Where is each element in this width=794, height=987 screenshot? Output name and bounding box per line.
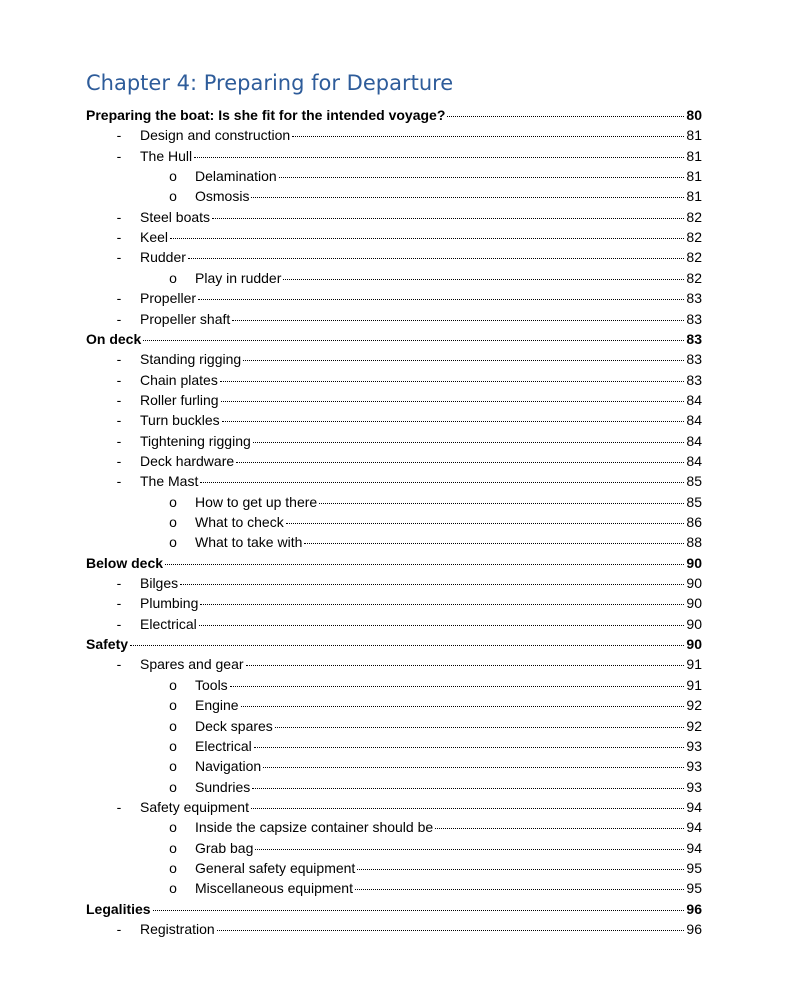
toc-label: Propeller shaft (140, 310, 231, 327)
toc-page-number: 83 (686, 290, 702, 307)
toc-subitem[interactable] (169, 716, 702, 736)
toc-label: Grab bag (195, 839, 254, 856)
dot-leader (230, 686, 684, 687)
toc-item[interactable] (116, 146, 702, 166)
toc-subitem[interactable] (169, 756, 702, 776)
toc-page-number: 84 (686, 391, 702, 408)
toc-page-number: 81 (686, 168, 702, 185)
dash-bullet: - (116, 208, 122, 225)
toc-page-number: 90 (686, 575, 702, 592)
toc-subitem[interactable] (169, 186, 702, 206)
toc-page-number: 95 (686, 880, 702, 897)
toc-page-number: 83 (686, 351, 702, 368)
dot-leader (188, 258, 684, 259)
dot-leader (286, 523, 684, 524)
toc-section[interactable] (86, 105, 702, 125)
toc-item[interactable] (116, 451, 702, 471)
toc-page-number: 88 (686, 534, 702, 551)
toc-item[interactable] (116, 593, 702, 613)
circle-bullet-icon: o (169, 534, 177, 551)
toc-subitem[interactable] (169, 492, 702, 512)
toc-page-number: 81 (686, 127, 702, 144)
toc-subitem[interactable] (169, 695, 702, 715)
toc-subitem[interactable] (169, 817, 702, 837)
circle-bullet-icon: o (169, 737, 177, 754)
toc-subitem[interactable] (169, 512, 702, 532)
dot-leader (221, 401, 684, 402)
toc-item[interactable] (116, 370, 702, 390)
toc-label: What to check (195, 514, 284, 530)
toc-page-number: 90 (686, 615, 702, 632)
dot-leader (357, 869, 684, 870)
toc-label: Electrical (195, 737, 252, 754)
toc-subitem[interactable] (169, 858, 702, 878)
toc-section[interactable] (86, 329, 702, 349)
toc-subitem[interactable] (169, 878, 702, 898)
toc-section[interactable] (86, 634, 702, 654)
circle-bullet-icon: o (169, 514, 177, 530)
toc-subitem[interactable] (169, 736, 702, 756)
toc-label: Safety (86, 636, 129, 653)
toc-page-number: 94 (686, 798, 702, 815)
toc-page-number: 83 (686, 371, 702, 388)
toc-page-number: 84 (686, 432, 702, 449)
toc-label: Sundries (195, 778, 251, 795)
dot-leader (252, 788, 684, 789)
dot-leader (241, 706, 684, 707)
toc-item[interactable] (116, 614, 702, 634)
toc-label: Miscellaneous equipment (195, 880, 353, 897)
circle-bullet-icon: o (169, 188, 177, 205)
dot-leader (217, 930, 684, 931)
toc-label: Keel (140, 229, 169, 246)
toc-label: Delamination (195, 168, 277, 185)
circle-bullet-icon: o (169, 697, 177, 714)
toc-item[interactable] (116, 390, 702, 410)
toc-label: The Hull (140, 147, 193, 164)
toc-label: The Mast (140, 473, 199, 490)
toc-page-number: 94 (686, 819, 702, 836)
toc-page-number: 82 (686, 208, 702, 225)
toc-item[interactable] (116, 797, 702, 817)
toc-item[interactable] (116, 471, 702, 491)
toc-page-number: 80 (686, 107, 702, 123)
dash-bullet: - (116, 391, 122, 408)
circle-bullet-icon: o (169, 717, 177, 734)
toc-page-number: 94 (686, 839, 702, 856)
dot-leader (283, 279, 684, 280)
toc-label: Safety equipment (140, 798, 249, 815)
dot-leader (447, 116, 684, 117)
circle-bullet-icon: o (169, 778, 177, 795)
toc-item[interactable] (116, 227, 702, 247)
toc-page-number: 81 (686, 147, 702, 164)
toc-subitem[interactable] (169, 777, 702, 797)
toc-page-number: 90 (686, 595, 702, 612)
dash-bullet: - (116, 798, 122, 815)
toc-label: Preparing the boat: Is she fit for the intended voyage? (86, 107, 446, 123)
dot-leader (246, 665, 684, 666)
toc-label: Standing rigging (140, 351, 242, 368)
dot-leader (180, 584, 684, 585)
dot-leader (170, 238, 684, 239)
dot-leader (199, 625, 684, 626)
toc-label: Engine (195, 697, 239, 714)
dash-bullet: - (116, 229, 122, 246)
toc-label: General safety equipment (195, 859, 356, 876)
dot-leader (319, 503, 684, 504)
dash-bullet: - (116, 310, 122, 327)
toc-page-number: 81 (686, 188, 702, 205)
toc-page-number: 93 (686, 737, 702, 754)
dot-leader (212, 218, 684, 219)
toc-label: On deck (86, 330, 142, 347)
dot-leader (263, 767, 684, 768)
dot-leader (130, 645, 684, 646)
toc-page-number: 83 (686, 310, 702, 327)
dot-leader (251, 197, 684, 198)
dot-leader (200, 604, 684, 605)
dash-bullet: - (116, 412, 122, 429)
circle-bullet-icon: o (169, 819, 177, 836)
dash-bullet: - (116, 432, 122, 449)
dot-leader (292, 136, 684, 137)
toc-item[interactable] (116, 309, 702, 329)
toc-page-number: 93 (686, 758, 702, 775)
dash-bullet: - (116, 249, 122, 266)
dash-bullet: - (116, 473, 122, 490)
toc-label: Navigation (195, 758, 262, 775)
toc-section[interactable] (86, 899, 702, 919)
toc-page-number: 83 (686, 330, 702, 347)
toc-label: Turn buckles (140, 412, 220, 429)
toc-subitem[interactable] (169, 166, 702, 186)
toc-item[interactable] (116, 410, 702, 430)
dot-leader (143, 340, 684, 341)
circle-bullet-icon: o (169, 839, 177, 856)
toc-item[interactable] (116, 654, 702, 674)
chapter-title: Chapter 4: Preparing for Departure (86, 71, 454, 95)
toc-item[interactable] (116, 919, 702, 939)
dot-leader (279, 177, 684, 178)
dash-bullet: - (116, 595, 122, 612)
dot-leader (251, 808, 684, 809)
toc-page-number: 96 (686, 900, 702, 917)
toc-page-number: 92 (686, 717, 702, 734)
dot-leader (153, 910, 684, 911)
dot-leader (243, 360, 684, 361)
circle-bullet-icon: o (169, 168, 177, 185)
toc-label: Propeller (140, 290, 197, 307)
dash-bullet: - (116, 615, 122, 632)
toc-page-number: 84 (686, 452, 702, 469)
dot-leader (304, 543, 684, 544)
toc-page-number: 92 (686, 697, 702, 714)
dash-bullet: - (116, 290, 122, 307)
toc-page-number: 96 (686, 921, 702, 937)
dash-bullet: - (116, 921, 122, 937)
toc-subitem[interactable] (169, 268, 702, 288)
dot-leader (254, 747, 684, 748)
dot-leader (198, 299, 684, 300)
circle-bullet-icon: o (169, 859, 177, 876)
toc-label: Deck spares (195, 717, 273, 734)
dot-leader (236, 462, 684, 463)
toc-label: What to take with (195, 534, 303, 551)
toc-item[interactable] (116, 431, 702, 451)
toc-label: How to get up there (195, 493, 318, 510)
toc-page-number: 86 (686, 514, 702, 530)
dash-bullet: - (116, 147, 122, 164)
toc-label: Roller furling (140, 391, 219, 408)
toc-label: Steel boats (140, 208, 211, 225)
toc-label: Chain plates (140, 371, 218, 388)
toc-label: Osmosis (195, 188, 250, 205)
toc-label: Registration (140, 921, 215, 937)
circle-bullet-icon: o (169, 269, 177, 286)
dot-leader (253, 442, 684, 443)
toc-page-number: 95 (686, 859, 702, 876)
toc-page-number: 82 (686, 249, 702, 266)
toc-page-number: 91 (686, 656, 702, 673)
toc-item[interactable] (116, 207, 702, 227)
toc-page-number: 91 (686, 676, 702, 693)
dash-bullet: - (116, 371, 122, 388)
toc-item[interactable] (116, 349, 702, 369)
toc-page-number: 93 (686, 778, 702, 795)
toc-page-number: 90 (686, 636, 702, 653)
dot-leader (255, 849, 684, 850)
toc-label: Legalities (86, 900, 151, 917)
dot-leader (232, 320, 684, 321)
dot-leader (435, 828, 684, 829)
dash-bullet: - (116, 452, 122, 469)
toc-label: Below deck (86, 554, 164, 571)
toc-label: Play in rudder (195, 269, 282, 286)
toc-page-number: 82 (686, 269, 702, 286)
dot-leader (275, 727, 684, 728)
toc-page-number: 85 (686, 473, 702, 490)
dash-bullet: - (116, 575, 122, 592)
dot-leader (194, 157, 684, 158)
dash-bullet: - (116, 127, 122, 144)
toc-item[interactable] (116, 573, 702, 593)
toc-subitem[interactable] (169, 838, 702, 858)
toc-subitem[interactable] (169, 675, 702, 695)
toc-label: Design and construction (140, 127, 291, 144)
dot-leader (220, 381, 684, 382)
toc-label: Plumbing (140, 595, 199, 612)
dot-leader (165, 564, 684, 565)
circle-bullet-icon: o (169, 676, 177, 693)
toc-page-number: 84 (686, 412, 702, 429)
toc-label: Deck hardware (140, 452, 235, 469)
toc-item[interactable] (116, 125, 702, 145)
circle-bullet-icon: o (169, 758, 177, 775)
toc-label: Spares and gear (140, 656, 244, 673)
toc-subitem[interactable] (169, 532, 702, 552)
dot-leader (222, 421, 684, 422)
toc-label: Bilges (140, 575, 179, 592)
toc-label: Tightening rigging (140, 432, 251, 449)
toc-item[interactable] (116, 247, 702, 267)
dot-leader (200, 482, 684, 483)
toc-page-number: 82 (686, 229, 702, 246)
circle-bullet-icon: o (169, 880, 177, 897)
toc-item[interactable] (116, 288, 702, 308)
dot-leader (355, 889, 684, 890)
toc-label: Inside the capsize container should be (195, 819, 434, 836)
toc-section[interactable] (86, 553, 702, 573)
dash-bullet: - (116, 656, 122, 673)
toc-page-number: 85 (686, 493, 702, 510)
circle-bullet-icon: o (169, 493, 177, 510)
dash-bullet: - (116, 351, 122, 368)
toc-label: Rudder (140, 249, 186, 266)
toc-label: Tools (195, 676, 228, 693)
toc-label: Electrical (140, 615, 197, 632)
toc-page-number: 90 (686, 554, 702, 571)
